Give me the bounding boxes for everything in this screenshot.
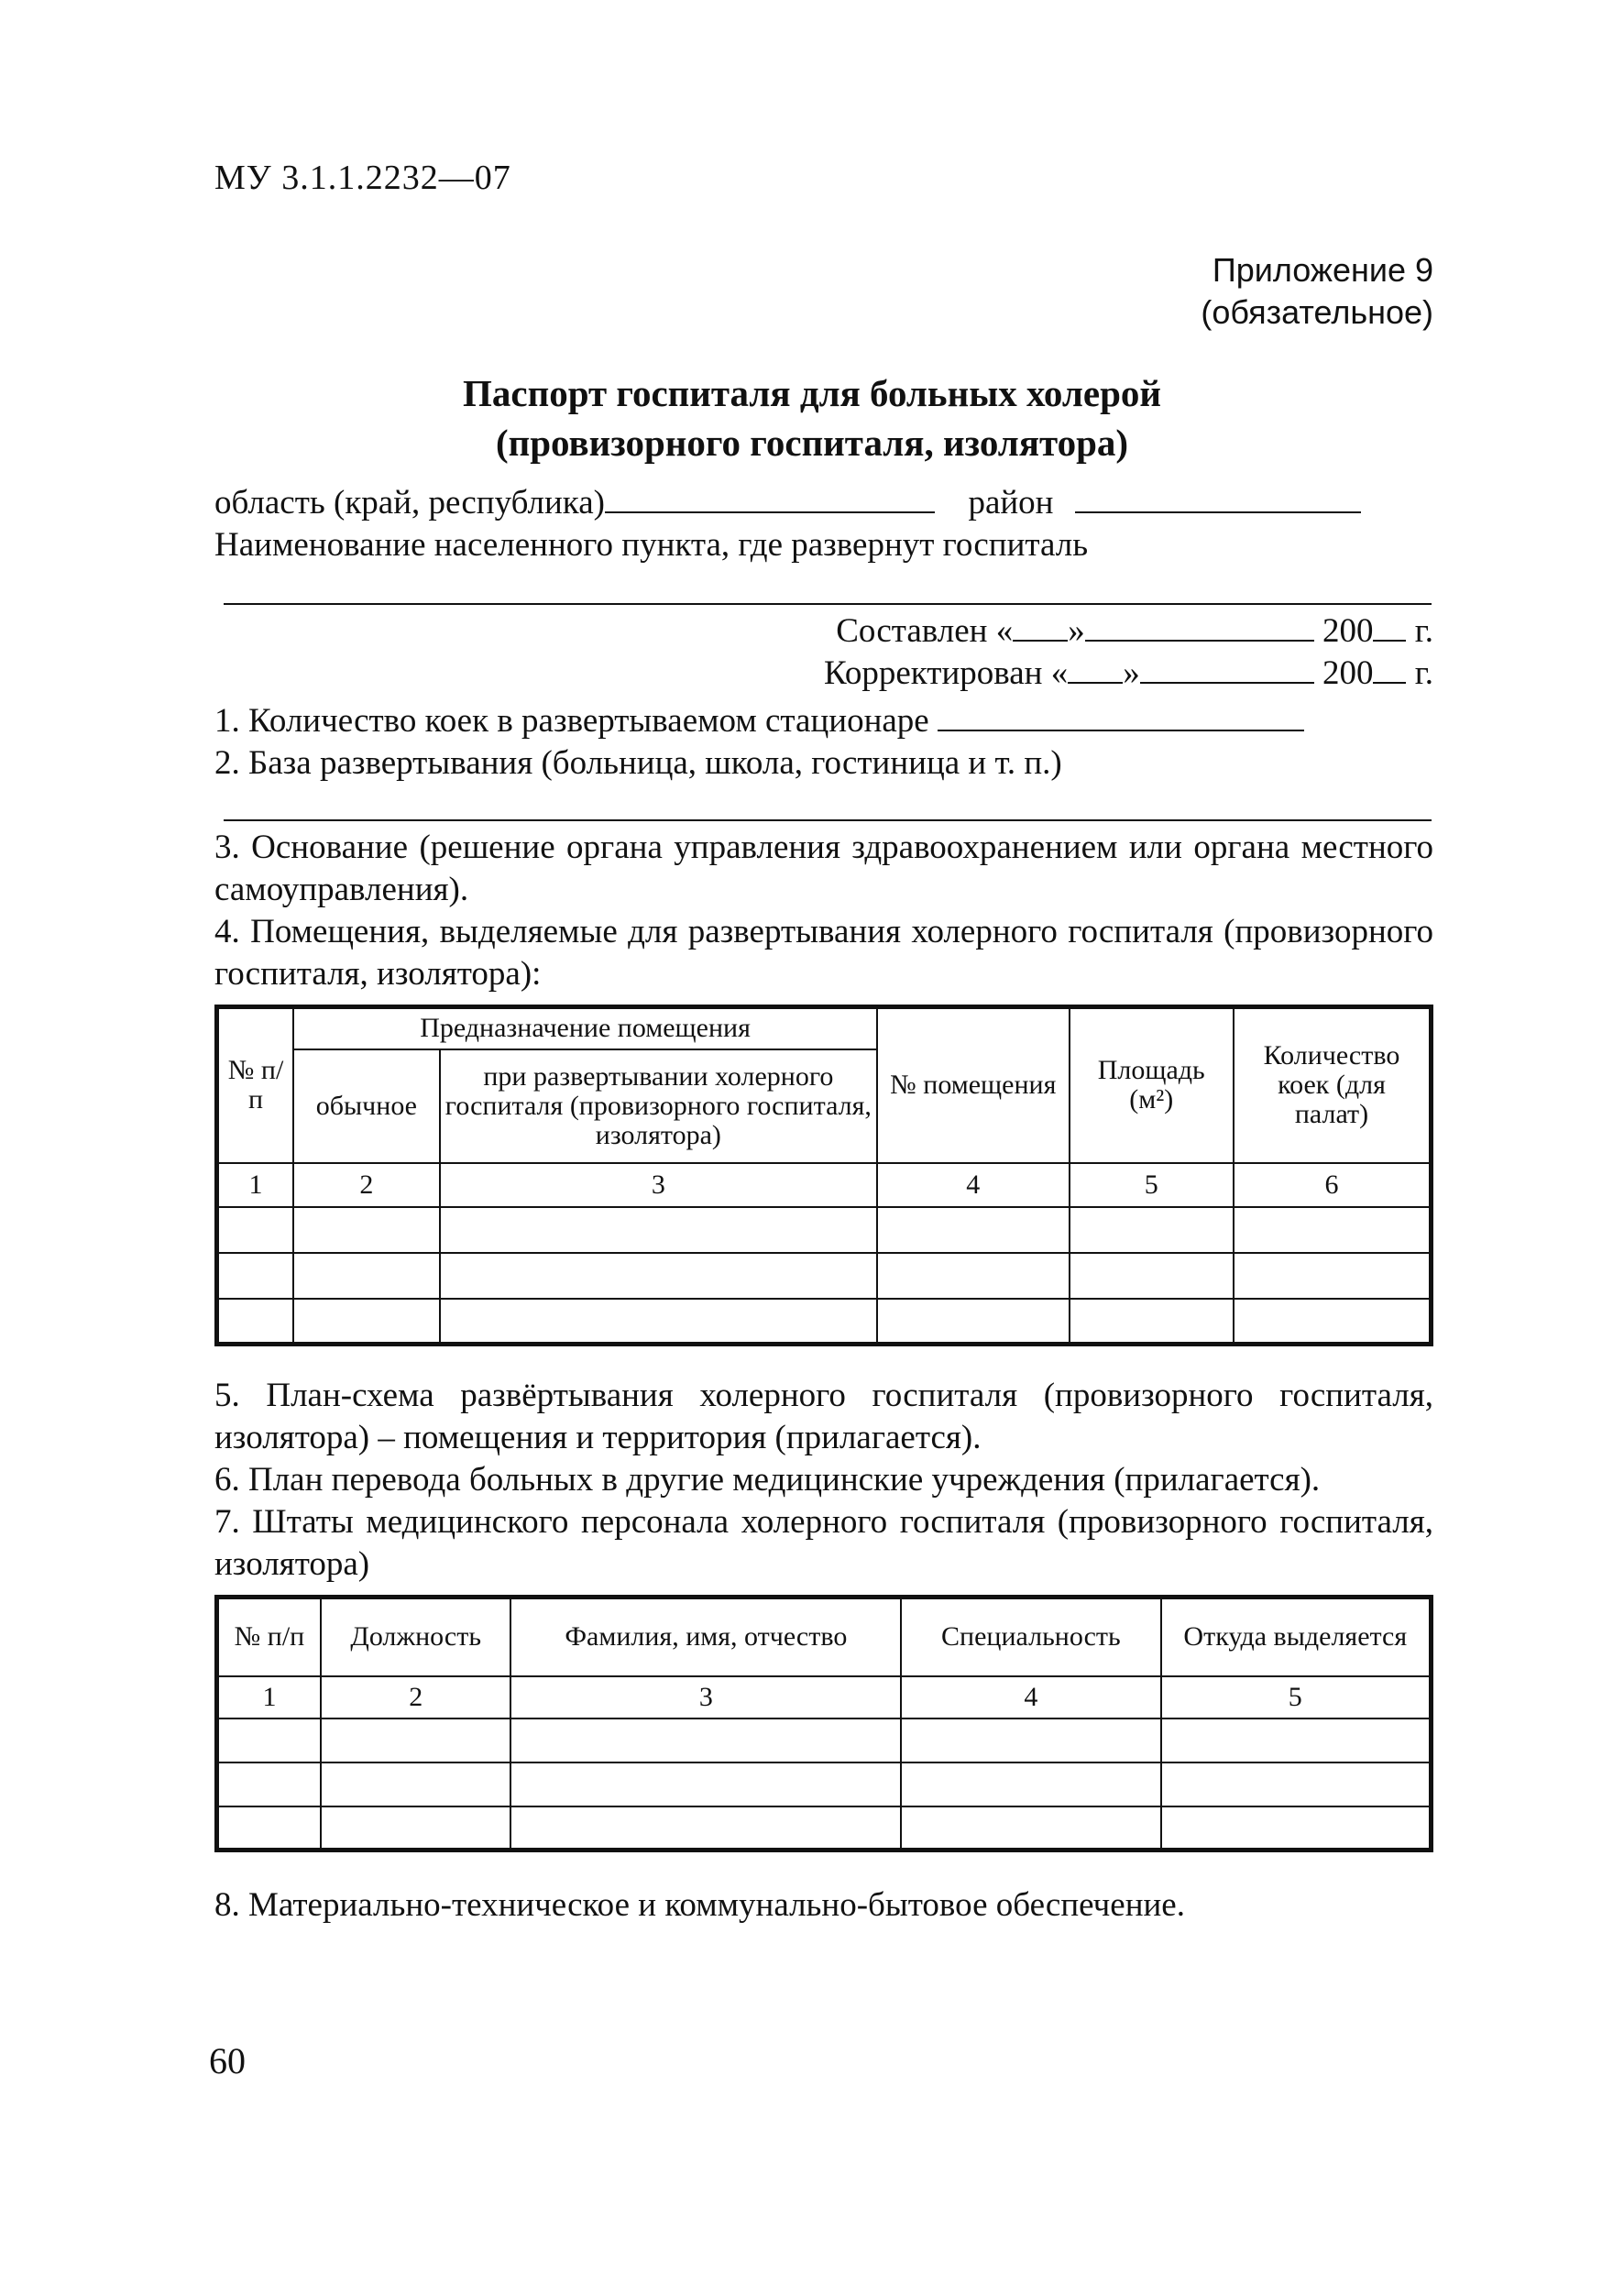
compiled-day-field[interactable] [1013,612,1068,642]
header-cell-num: № п/п [217,1007,294,1163]
table-cell[interactable] [217,1718,321,1762]
column-number: 5 [1161,1676,1432,1718]
table-cell[interactable] [321,1718,511,1762]
header-cell-deploy-purpose: при развертывании холерного госпиталя (провизорного госпиталя, изолятора) [440,1049,877,1163]
table-cell[interactable] [217,1253,294,1299]
table-cell[interactable] [877,1207,1069,1253]
district-label: район [968,484,1054,522]
table-cell[interactable] [1070,1207,1234,1253]
table-cell[interactable] [1234,1253,1432,1299]
item-3-text: 3. Основание (решение органа управления здравоохранением или органа местного самоуправления). [214,829,1433,908]
header-cell-purpose: Предназначение помещения [293,1007,877,1049]
table-cell[interactable] [293,1253,440,1299]
page-number: 60 [209,2040,246,2081]
table-cell[interactable] [217,1299,294,1345]
table-cell[interactable] [321,1762,511,1806]
header-cell-specialty: Специальность [901,1598,1160,1676]
compiled-year-prefix: 200 [1322,612,1374,650]
table-cell[interactable] [901,1718,1160,1762]
column-number: 1 [217,1163,294,1207]
district-field[interactable] [1075,484,1361,513]
table-cell[interactable] [321,1806,511,1850]
header-cell-num: № п/п [217,1598,321,1676]
item-8-text: 8. Материально-техническое и коммунально-бытовое обеспечение. [214,1886,1185,1924]
corrected-row [824,653,1433,695]
title-line-2: (провизорного госпиталя, изолятора) [495,422,1129,464]
column-number: 1 [217,1676,321,1718]
column-number: 3 [510,1676,901,1718]
region-field[interactable] [605,484,935,513]
corrected-year-prefix: 200 [1322,654,1374,692]
table-cell[interactable] [293,1207,440,1253]
table-row [217,1299,1432,1345]
table-row [217,1207,1432,1253]
settlement-field[interactable] [224,603,1432,605]
header-cell-position: Должность [321,1598,511,1676]
column-number: 2 [321,1676,511,1718]
table-cell[interactable] [901,1806,1160,1850]
compiled-year-suffix: г. [1414,612,1433,650]
quote-close: » [1068,612,1085,650]
item-6-text: 6. План перевода больных в другие медицинские учреждения (прилагается). [214,1461,1321,1499]
header-cell-beds: Количество коек (для палат) [1234,1007,1432,1163]
column-number: 4 [901,1676,1160,1718]
corrected-year-suffix: г. [1414,654,1433,692]
table-row [217,1718,1432,1762]
header-cell-source: Откуда выделяется [1161,1598,1432,1676]
table-cell[interactable] [1161,1718,1432,1762]
column-number: 2 [293,1163,440,1207]
header-cell-room-number: № помещения [877,1007,1069,1163]
appendix-label [1201,249,1433,334]
appendix-status: (обязательное) [1201,293,1433,331]
column-number: 5 [1070,1163,1234,1207]
settlement-label: Наименование населенного пункта, где развернут госпиталь [214,526,1089,564]
column-number-row [217,1676,1432,1718]
item-2-text: 2. База развертывания (больница, школа, гостиница и т. п.) [214,744,1062,782]
title-line-1: Паспорт госпиталя для больных холерой [462,372,1162,414]
table-row [217,1762,1432,1806]
header-cell-area: Площадь (м²) [1070,1007,1234,1163]
base-field[interactable] [224,819,1432,821]
corrected-label: Корректирован « [824,654,1069,692]
table-cell[interactable] [217,1806,321,1850]
corrected-day-field[interactable] [1068,654,1123,684]
page-title [0,368,1624,467]
table-row [217,1806,1432,1850]
compiled-row [836,610,1433,653]
table-cell[interactable] [1161,1762,1432,1806]
rooms-table [214,1005,1433,1346]
table-cell[interactable] [901,1762,1160,1806]
corrected-month-field[interactable] [1140,654,1314,684]
compiled-month-field[interactable] [1085,612,1314,642]
column-number: 6 [1234,1163,1432,1207]
column-number: 4 [877,1163,1069,1207]
document-code: МУ 3.1.1.2232—07 [214,159,511,197]
table-cell[interactable] [293,1299,440,1345]
table-cell[interactable] [217,1207,294,1253]
table-cell[interactable] [440,1253,877,1299]
item-5-text: 5. План-схема развёртывания холерного госпиталя (провизорного госпиталя, изолятора) – помещения и территория (прилагается). [214,1377,1433,1456]
beds-count-field[interactable] [938,702,1304,731]
compiled-year-field[interactable] [1373,612,1406,642]
table-cell[interactable] [1234,1207,1432,1253]
table-cell[interactable] [877,1299,1069,1345]
table-cell[interactable] [510,1762,901,1806]
table-cell[interactable] [877,1253,1069,1299]
item-1 [214,700,1304,742]
quote-close: » [1123,654,1140,692]
staff-table [214,1595,1433,1852]
region-label: область (край, республика) [214,484,605,522]
table-cell[interactable] [1161,1806,1432,1850]
column-number: 3 [440,1163,877,1207]
corrected-year-field[interactable] [1373,654,1406,684]
region-row [214,482,1361,524]
appendix-number: Приложение 9 [1212,251,1433,289]
table-cell[interactable] [440,1207,877,1253]
table-cell[interactable] [1070,1299,1234,1345]
table-cell[interactable] [1070,1253,1234,1299]
table-cell[interactable] [510,1806,901,1850]
header-cell-usual-purpose: обычное [293,1049,440,1163]
item-7-text: 7. Штаты медицинского персонала холерного госпиталя (провизорного госпиталя, изолятора) [214,1503,1433,1583]
compiled-label: Составлен « [836,612,1014,650]
table-cell[interactable] [1234,1299,1432,1345]
table-cell[interactable] [217,1762,321,1806]
item-4-text: 4. Помещения, выделяемые для развертывания холерного госпиталя (провизорного госпиталя, изолятора): [214,913,1433,993]
item-1-text: 1. Количество коек в развертываемом стационаре [214,702,929,740]
column-number-row [217,1163,1432,1207]
table-cell[interactable] [440,1299,877,1345]
header-cell-full-name: Фамилия, имя, отчество [510,1598,901,1676]
table-row [217,1253,1432,1299]
table-cell[interactable] [510,1718,901,1762]
